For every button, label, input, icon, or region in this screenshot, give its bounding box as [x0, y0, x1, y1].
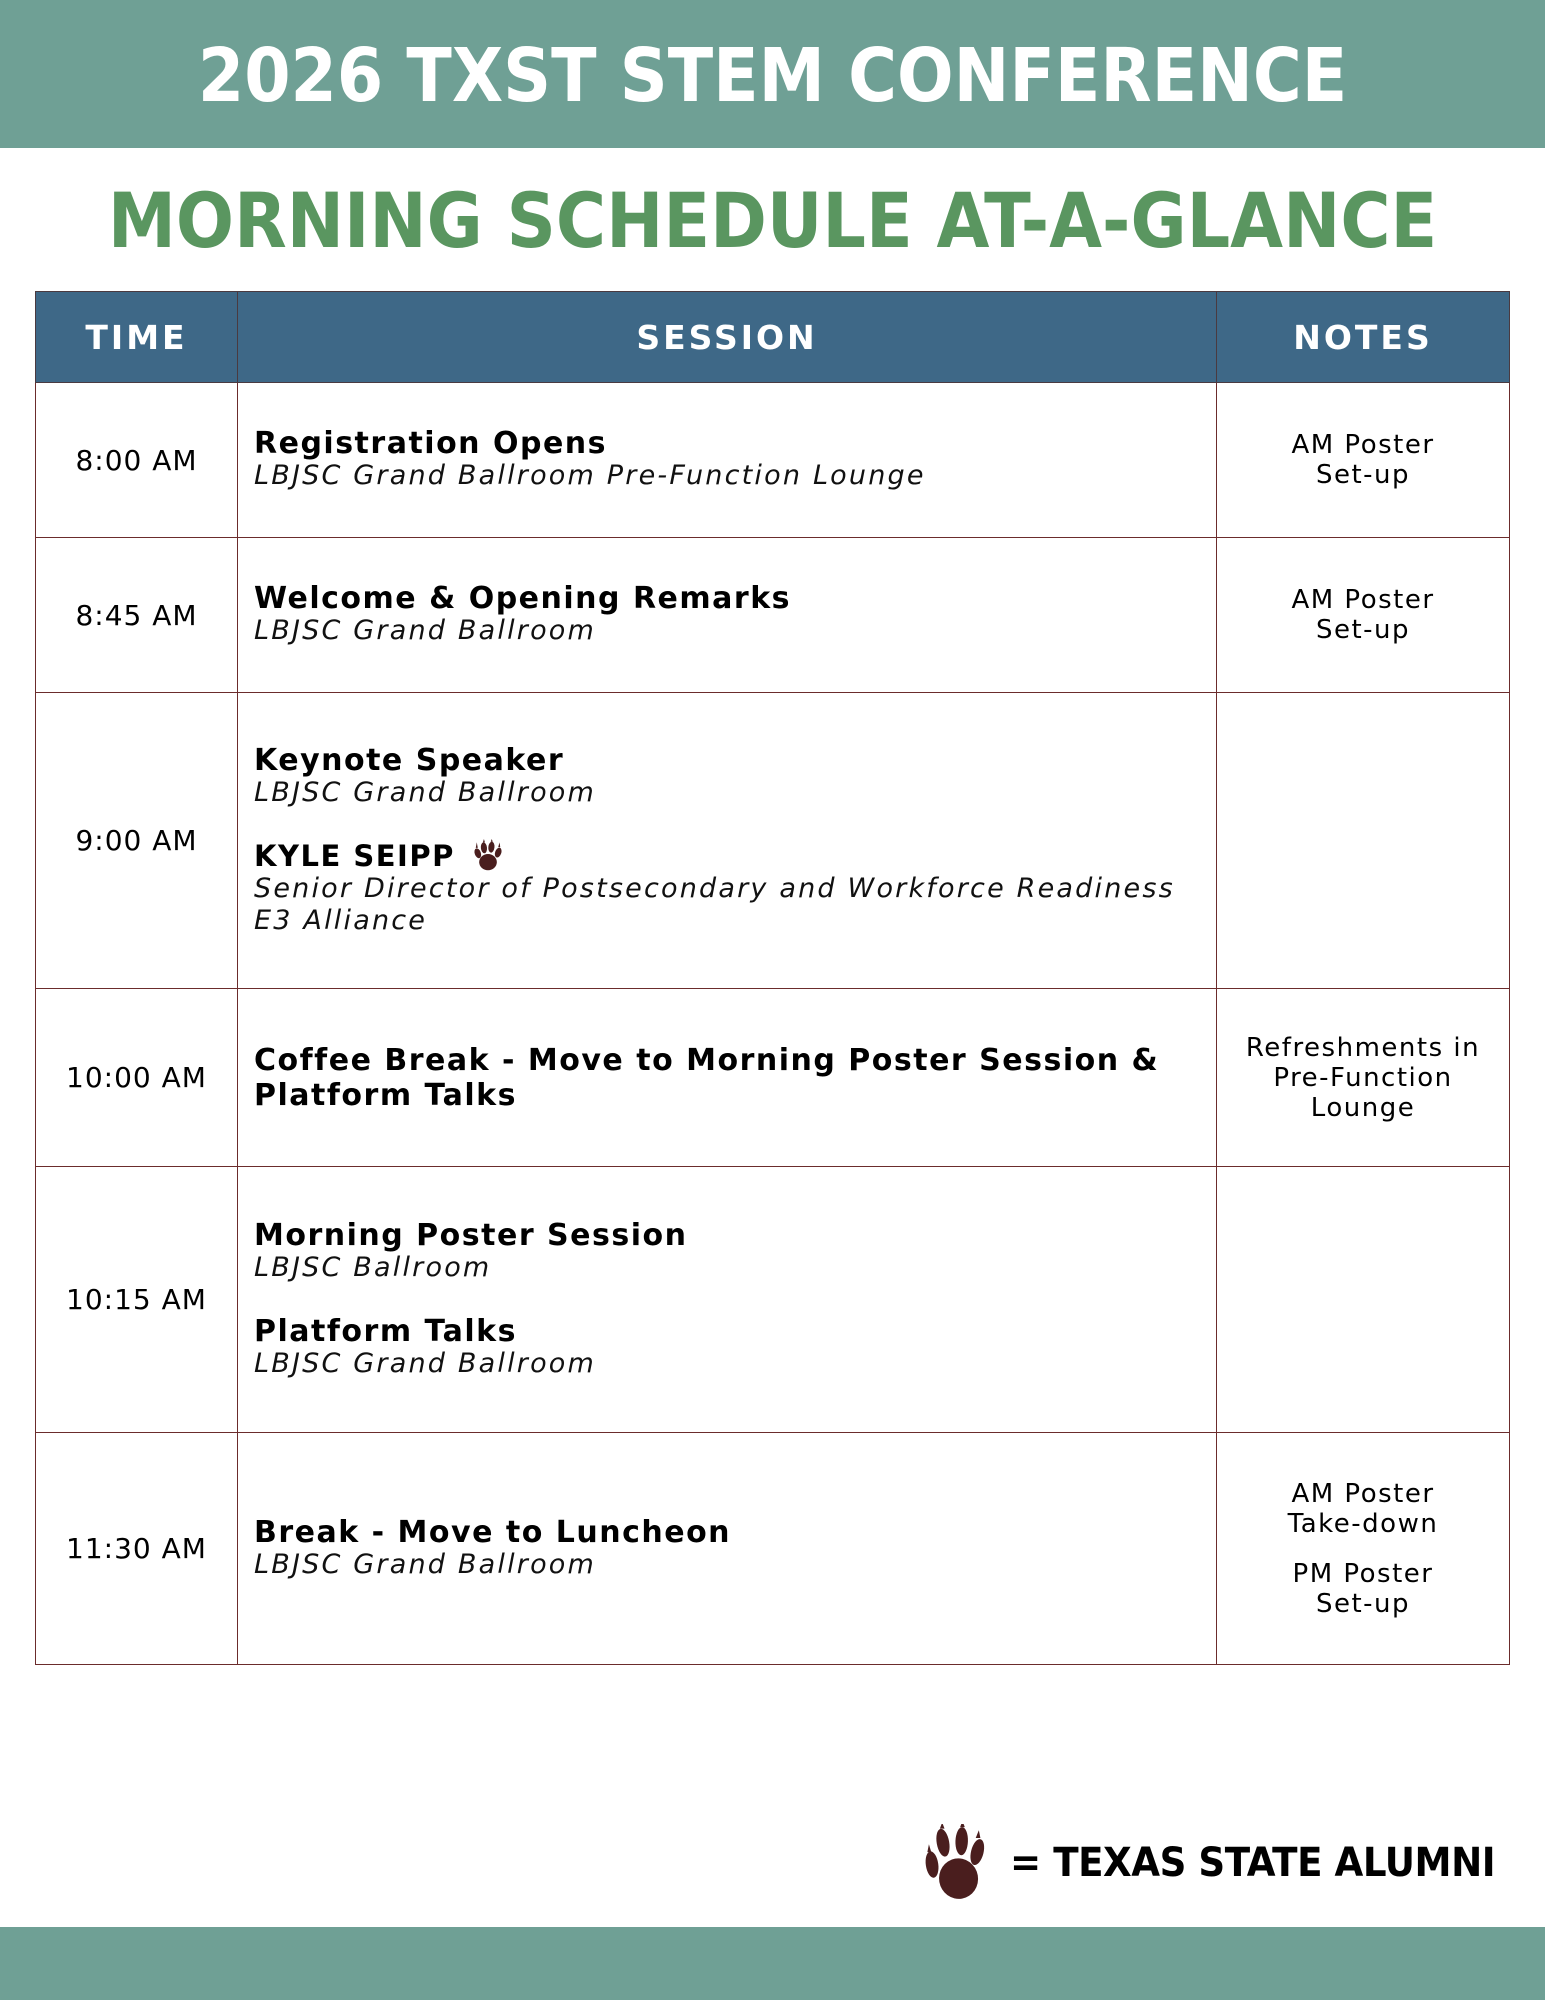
note-line: Refreshments in — [1245, 1032, 1481, 1063]
speaker-name: KYLE SEIPP — [254, 838, 455, 873]
paw-icon — [471, 839, 505, 873]
notes-cell — [1217, 1167, 1510, 1433]
session-cell — [238, 383, 1217, 538]
table-row — [36, 693, 1510, 989]
column-header-notes: NOTES — [1217, 292, 1510, 383]
notes-cell — [1217, 693, 1510, 989]
notes-cell — [1217, 538, 1510, 693]
table-row — [36, 1167, 1510, 1433]
bottom-banner — [0, 1927, 1545, 2000]
session-location: LBJSC Ballroom — [254, 1251, 492, 1283]
conference-title: 2026 TXST STEM CONFERENCE — [197, 33, 1348, 119]
table-row — [36, 538, 1510, 693]
table-row — [36, 1433, 1510, 1665]
time-cell: 11:30 AM — [36, 1433, 238, 1665]
paw-icon — [918, 1824, 996, 1902]
note — [1227, 585, 1499, 645]
note-line: Pre-Function — [1273, 1062, 1453, 1093]
note-line: Set-up — [1315, 1588, 1411, 1619]
note — [1227, 1033, 1499, 1123]
column-header-session: SESSION — [238, 292, 1217, 383]
session-location: LBJSC Grand Ballroom Pre-Function Lounge — [254, 460, 926, 491]
table-row — [36, 989, 1510, 1167]
note-line: Take-down — [1287, 1508, 1439, 1539]
session-title: Break - Move to Luncheon — [254, 1514, 732, 1550]
note-line: Set-up — [1315, 460, 1411, 490]
session-cell — [238, 693, 1217, 989]
speaker-organization: E3 Alliance — [254, 904, 428, 936]
session-title: Coffee Break - Move to Morning Poster Session & Platform Talks — [254, 1042, 1160, 1113]
session-cell — [238, 538, 1217, 693]
session-title: Keynote Speaker — [254, 742, 565, 778]
table-header-row — [36, 292, 1510, 383]
session-title: Registration Opens — [254, 426, 608, 461]
note-line: AM Poster — [1291, 1478, 1435, 1509]
session-entry — [254, 583, 1202, 647]
time-cell: 8:45 AM — [36, 538, 238, 693]
subtitle-area — [0, 176, 1545, 266]
notes-cell — [1217, 383, 1510, 538]
session-title: Platform Talks — [254, 1313, 517, 1349]
notes-cell — [1217, 1433, 1510, 1665]
session-entry — [254, 428, 1202, 492]
session-location: LBJSC Grand Ballroom — [254, 1347, 597, 1379]
session-entry — [254, 1217, 1202, 1284]
time-cell: 9:00 AM — [36, 693, 238, 989]
session-cell — [238, 1433, 1217, 1665]
note-line: AM Poster — [1291, 585, 1435, 615]
time-cell: 10:00 AM — [36, 989, 238, 1167]
session-location: LBJSC Grand Ballroom — [254, 776, 597, 808]
legend-text: = TEXAS STATE ALUMNI — [1010, 1840, 1496, 1886]
schedule-title: MORNING SCHEDULE AT-A-GLANCE — [107, 176, 1438, 265]
time-cell: 8:00 AM — [36, 383, 238, 538]
column-header-time: TIME — [36, 292, 238, 383]
note-line: PM Poster — [1292, 1558, 1434, 1589]
note-line: AM Poster — [1291, 430, 1435, 460]
notes-cell — [1217, 989, 1510, 1167]
time-cell: 10:15 AM — [36, 1167, 238, 1433]
top-banner — [0, 0, 1545, 148]
note — [1227, 1559, 1499, 1619]
speaker-title: Senior Director of Postsecondary and Workforce Readiness — [254, 872, 1175, 904]
note-line: Set-up — [1315, 615, 1411, 645]
speaker-entry — [254, 839, 1202, 937]
table-row — [36, 383, 1510, 538]
session-title: Morning Poster Session — [254, 1217, 688, 1253]
speaker-name-row — [254, 839, 505, 873]
session-cell — [238, 1167, 1217, 1433]
schedule-table — [35, 291, 1510, 1665]
note-line: Lounge — [1310, 1092, 1416, 1123]
session-entry — [254, 742, 1202, 809]
session-title: Welcome & Opening Remarks — [254, 581, 791, 616]
alumni-legend — [918, 1825, 1532, 1901]
note — [1227, 430, 1499, 490]
session-location: LBJSC Grand Ballroom — [254, 1548, 597, 1580]
note — [1227, 1479, 1499, 1539]
session-location: LBJSC Grand Ballroom — [254, 615, 597, 646]
session-entry — [254, 1043, 1202, 1113]
session-entry — [254, 1514, 1202, 1581]
session-cell — [238, 989, 1217, 1167]
session-entry — [254, 1313, 1202, 1380]
